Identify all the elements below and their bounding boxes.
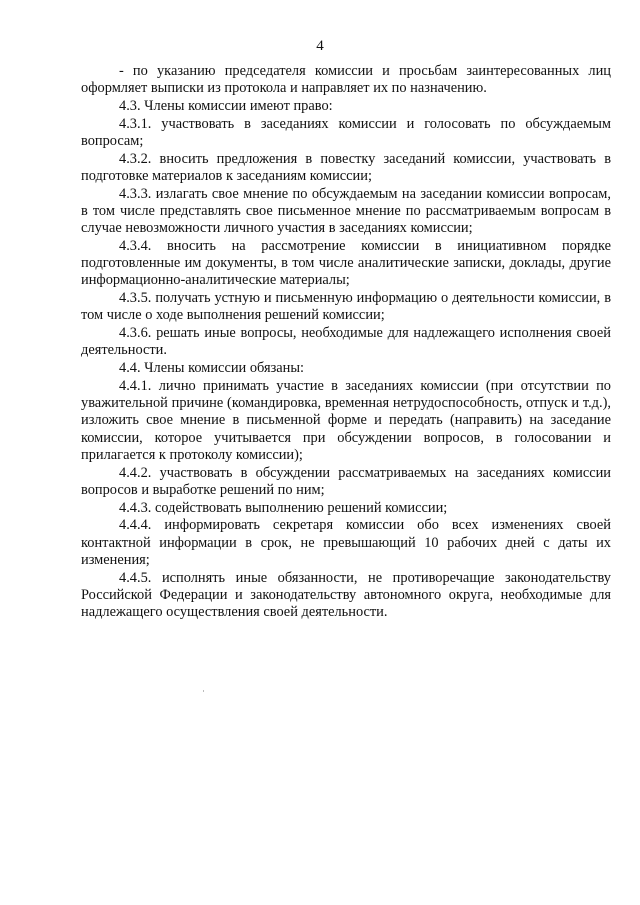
paragraph-4-3-2: 4.3.2. вносить предложения в повестку заседаний комиссии, участвовать в подготовке материалов к заседаниям комиссии; [81, 150, 611, 184]
section-heading-rights: 4.3. Члены комиссии имеют право: [119, 98, 333, 114]
paragraph-4-4-1: 4.4.1. лично принимать участие в заседаниях комиссии (при отсутствии по уважительной причине (командировка, временная нетрудоспособность, отпуск и т.д.), изложить свое мнение в письменной форме и передать (направить) на заседание комиссии, которое учитывается при обсуждении вопросов, в голосовании и прилагается к протоколу комиссии); [81, 378, 611, 463]
paragraph-4-3-3: 4.3.3. излагать свое мнение по обсуждаемым на заседании комиссии вопросам, в том числе представлять свое письменное мнение по рассматриваемым вопросам в случае невозможности личного участия в заседаниях комиссии; [81, 185, 611, 237]
page-number: 4 [316, 38, 324, 54]
paragraph-4-4-2: 4.4.2. участвовать в обсуждении рассматриваемых на заседаниях комиссии вопросов и выработке решений по ним; [81, 464, 611, 498]
paragraph-4-4-4: 4.4.4. информировать секретаря комиссии обо всех изменениях своей контактной информации в срок, не превышающий 10 рабочих дней с даты их изменения; [81, 517, 611, 568]
scan-speck [203, 690, 204, 692]
paragraph-extracts-duty: - по указанию председателя комиссии и просьбам заинтересованных лиц оформляет выписки из протокола и направляет их по назначению. [81, 63, 611, 97]
document-body [81, 63, 611, 622]
paragraph-4-3-5: 4.3.5. получать устную и письменную информацию о деятельности комиссии, в том числе о ходе выполнения решений комиссии; [81, 290, 611, 324]
section-heading-obligations: 4.4. Члены комиссии обязаны: [119, 360, 305, 377]
paragraph-4-4-5: 4.4.5. исполнять иные обязанности, не противоречащие законодательству Российской Федерации и законодательству автономного округа, необходимые для надлежащего осуществления своей деятельности. [81, 569, 611, 621]
paragraph-4-3-6: 4.3.6. решать иные вопросы, необходимые для надлежащего исполнения своей деятельности. [81, 325, 611, 359]
paragraph-4-3-1: 4.3.1. участвовать в заседаниях комиссии и голосовать по обсуждаемым вопросам; [81, 115, 611, 149]
paragraph-4-4-3: 4.4.3. содействовать выполнению решений комиссии; [119, 499, 448, 516]
paragraph-4-3-4: 4.3.4. вносить на рассмотрение комиссии в инициативном порядке подготовленные им документы, в том числе аналитические записки, доклады, другие информационно-аналитические материалы; [81, 238, 611, 289]
